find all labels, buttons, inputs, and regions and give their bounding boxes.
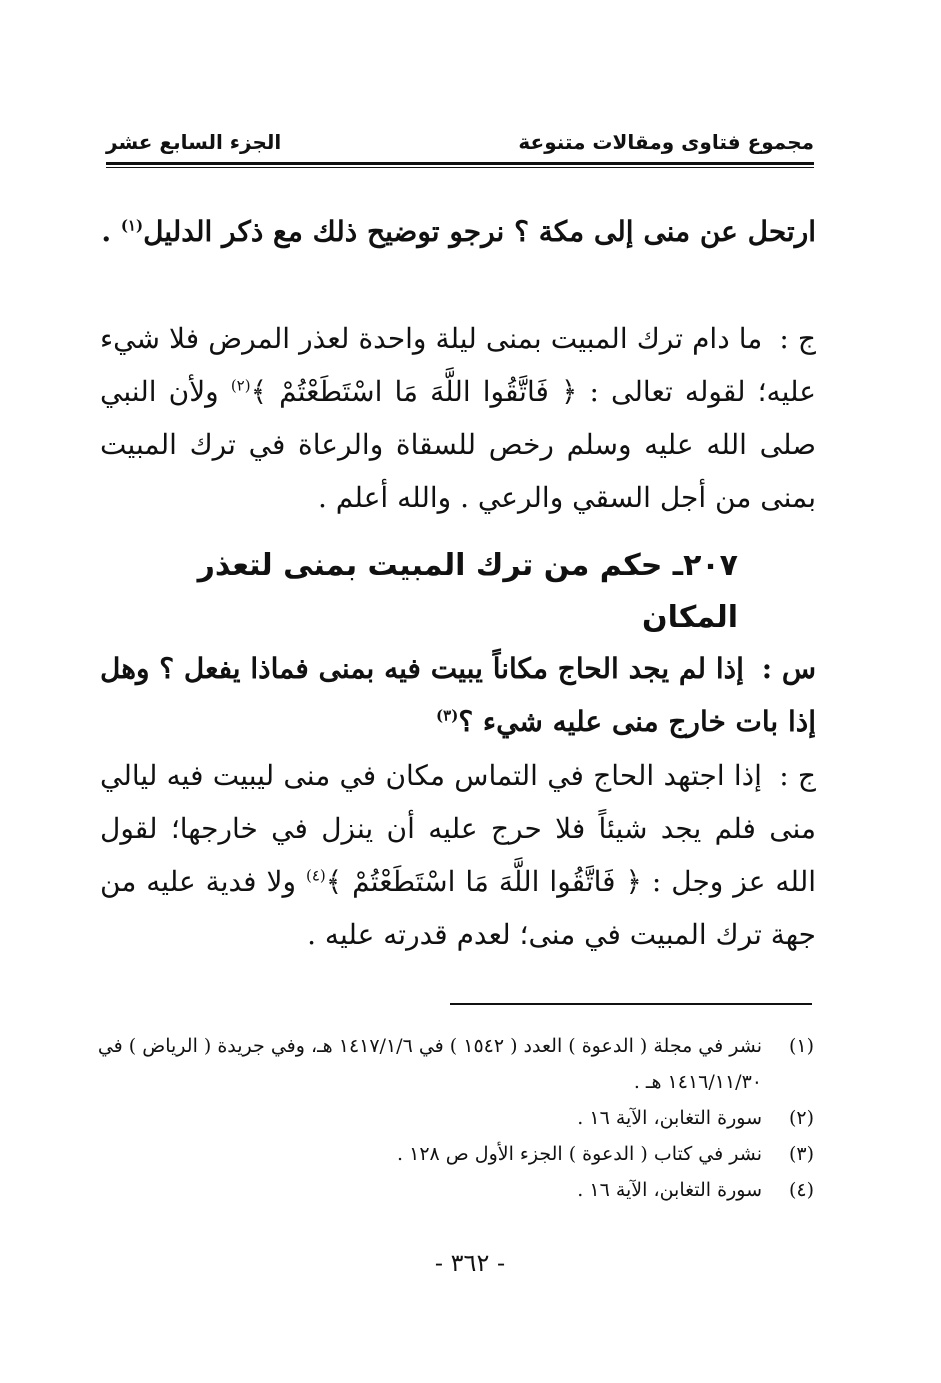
footnote-number: (١) [788,1035,814,1057]
footnote-text: نشر في مجلة ( الدعوة ) العدد ( ١٥٤٢ ) في ١٤١٧/١/٦ هـ، وفي جريدة ( الرياض ) في ١٤١٦/١١/٣٠ هـ . [97,1035,762,1093]
question-continuation [100,205,816,258]
answer-text: إذا اجتهد الحاج في التماس مكان في منى ليبيت فيه ليالي منى فلم يجد شيئاً فلا حرج عليه أن ينزل في خارجها؛ لقول الله عز وجل : [100,759,817,898]
footnote [96,1172,814,1208]
question-text: ارتحل عن منى إلى مكة ؟ نرجو توضيح ذلك مع ذكر الدليل [143,215,816,248]
answer-label: ج : [779,759,816,792]
footnote-ref-2: (٢) [230,376,251,395]
question-end: . [101,215,121,248]
page-number: - ٣٦٢ - [434,1249,506,1277]
header-rule [106,162,814,168]
answer-text-cont: ولأن النبي صلى الله عليه وسلم رخص للسقاة والرعاة في ترك المبيت بمنى من أجل السقي والرعي . والله أعلم . [100,375,816,514]
question-label: س : [761,652,817,685]
footnote-separator [450,1003,812,1005]
footnote [96,1028,814,1100]
answer-1 [100,312,816,524]
footnote-text: سورة التغابن، الآية ١٦ . [577,1179,762,1201]
answer-text-cont: ولا فدية عليه من جهة ترك المبيت في منى؛ لعدم قدرته عليه . [100,865,816,951]
answer-text: ما دام ترك المبيت بمنى ليلة واحدة لعذر المرض فلا شيء عليه؛ لقوله تعالى : [100,322,816,408]
footnote-number: (٢) [788,1107,814,1129]
footnote-text: نشر في كتاب ( الدعوة ) الجزء الأول ص ١٢٨ . [397,1143,762,1165]
running-header [106,116,814,160]
answer-2 [100,749,816,961]
footnote-number: (٤) [788,1179,814,1201]
footnote [96,1100,814,1136]
answer-label: ج : [779,322,816,355]
footnote-ref-4: (٤) [306,866,326,885]
footnote-ref-1: (١) [120,216,144,235]
quran-verse: ﴿ فَاتَّقُوا اللَّهَ مَا اسْتَطَعْتُمْ ﴾ [325,865,642,898]
volume-label: الجزء السابع عشر [106,130,282,154]
question-2 [100,642,816,748]
quran-verse: ﴿ فَاتَّقُوا اللَّهَ مَا اسْتَطَعْتُمْ ﴾ [250,375,578,408]
section-title: ٢٠٧ـ حكم من ترك المبيت بمنى لتعذر المكان [197,548,738,635]
book-title: مجموع فتاوى ومقالات متنوعة [518,130,814,154]
footnote-text: سورة التغابن، الآية ١٦ . [577,1107,762,1129]
question-text: إذا لم يجد الحاج مكاناً يبيت فيه بمنى فماذا يفعل ؟ وهل إذا بات خارج منى عليه شيء ؟ [100,652,816,738]
footnote-ref-3: (٣) [436,706,459,725]
footnote-number: (٣) [788,1143,814,1165]
footnotes [96,1028,814,1208]
footnote [96,1136,814,1172]
